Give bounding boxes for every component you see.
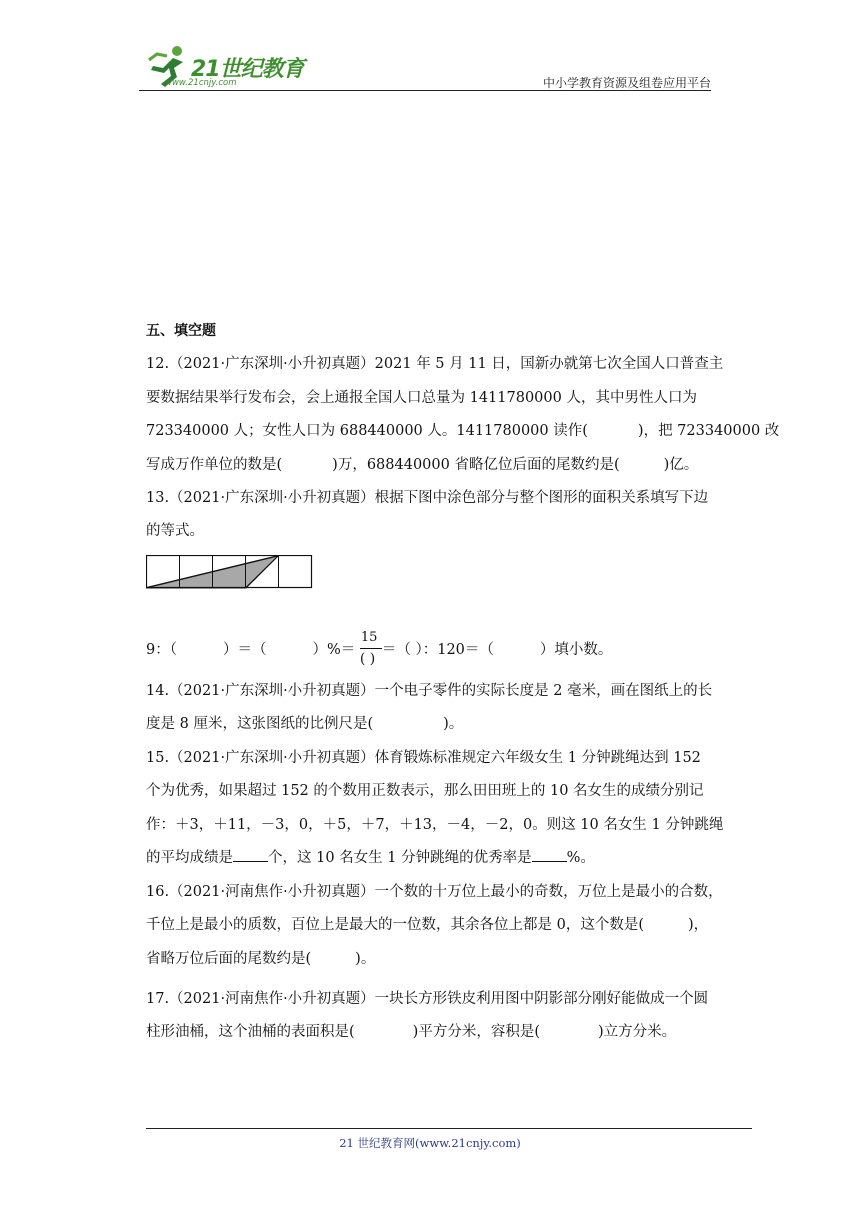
q12-line-3	[146, 421, 779, 441]
q13-line-1: 13.（2021·广东深圳·小升初真题）根据下图中涂色部分与整个图形的面积关系填写下边	[146, 490, 709, 506]
q16-line-3	[146, 949, 375, 969]
q12-line-1: 12.（2021·广东深圳·小升初真题）2021 年 5 月 11 日，国新办就第七次全国人口普查主	[146, 356, 724, 372]
platform-name: 中小学教育资源及组卷应用平台	[542, 76, 711, 90]
section-title: 五、填空题	[146, 323, 216, 339]
q12-text: )万，688440000 省略亿位后面的尾数约是(	[332, 457, 620, 473]
q12-text: 723340000 人；女性人口为 688440000 人。1411780000 读作(	[146, 423, 588, 439]
eq-text: 9：（	[146, 642, 177, 658]
q15-text: 个，这 10 名女生 1 分钟跳绳的优秀率是	[268, 850, 532, 866]
q14-line-2	[146, 714, 463, 734]
fraction-numerator: 15	[360, 630, 378, 645]
q17-text: )平方分米，容积是(	[412, 1024, 540, 1040]
q12-text: )亿。	[663, 457, 699, 473]
eq-text: ）%＝	[312, 642, 356, 658]
fraction	[359, 630, 382, 667]
logo-text: 21世纪教育	[191, 57, 304, 82]
eq-text: ）＝（	[222, 642, 267, 658]
fraction-denominator[interactable]: ( )	[359, 651, 376, 667]
q15-line-1: 15.（2021·广东深圳·小升初真题）体育锻炼标准规定六年级女生 1 分钟跳绳达到 152	[146, 750, 701, 766]
footer-link[interactable]: 21 世纪教育网(www.21cnjy.com)	[339, 1136, 521, 1150]
q15-line-4	[146, 848, 595, 868]
eq-text: ）填小数。	[539, 642, 613, 658]
q15-text: %。	[566, 850, 595, 866]
footer-divider	[146, 1128, 752, 1129]
q15-text: 的平均成绩是	[146, 850, 233, 866]
answer-blank[interactable]	[532, 848, 567, 862]
q14-line-1: 14.（2021·广东深圳·小升初真题）一个电子零件的实际长度是 2 毫米，画在图纸上的长	[146, 683, 713, 699]
logo-url: www.21cnjy.com	[165, 78, 237, 88]
q16-text: )，	[688, 917, 709, 933]
eq-text: ＝（ ）：120＝（	[381, 642, 494, 658]
q14-text: 度是 8 厘米，这张图纸的比例尺是(	[146, 716, 374, 732]
q16-text: 千位上是最小的质数，百位上是最大的一位数，其余各位上都是 0，这个数是(	[146, 917, 644, 933]
q17-text: )立方分米。	[597, 1024, 677, 1040]
shaded-figure	[146, 555, 314, 589]
q12-line-4	[146, 455, 698, 475]
q13-line-2: 的等式。	[146, 523, 204, 539]
q17-line-1: 17.（2021·河南焦作·小升初真题）一块长方形铁皮利用图中阴影部分刚好能做成一个圆	[146, 991, 709, 1007]
q12-line-2: 要数据结果举行发布会，会上通报全国人口总量为 1411780000 人，其中男性人口为	[146, 390, 697, 406]
q15-line-2: 个为优秀，如果超过 152 的个数用正数表示，那么田田班上的 10 名女生的成绩分别记	[146, 783, 704, 799]
q13-equation	[146, 630, 613, 667]
q16-text: )。	[355, 951, 376, 967]
q14-text: )。	[443, 716, 464, 732]
q16-line-2	[146, 915, 708, 935]
answer-blank[interactable]	[233, 848, 268, 862]
q17-text: 柱形油桶，这个油桶的表面积是(	[146, 1024, 355, 1040]
q16-line-1: 16.（2021·河南焦作·小升初真题）一个数的十万位上最小的奇数，万位上是最小的合数，	[146, 884, 723, 900]
q12-text: )，把 723340000 改	[637, 423, 780, 439]
header-divider	[139, 90, 711, 91]
header	[139, 40, 711, 92]
q15-line-3: 作：＋3，＋11，－3，0，＋5，＋7，＋13，－4，－2，0。则这 10 名女生 1 分钟跳绳	[146, 817, 724, 833]
q16-text: 省略万位后面的尾数约是(	[146, 951, 312, 967]
q17-line-2	[146, 1022, 676, 1042]
q12-text: 写成万作单位的数是(	[146, 457, 283, 473]
